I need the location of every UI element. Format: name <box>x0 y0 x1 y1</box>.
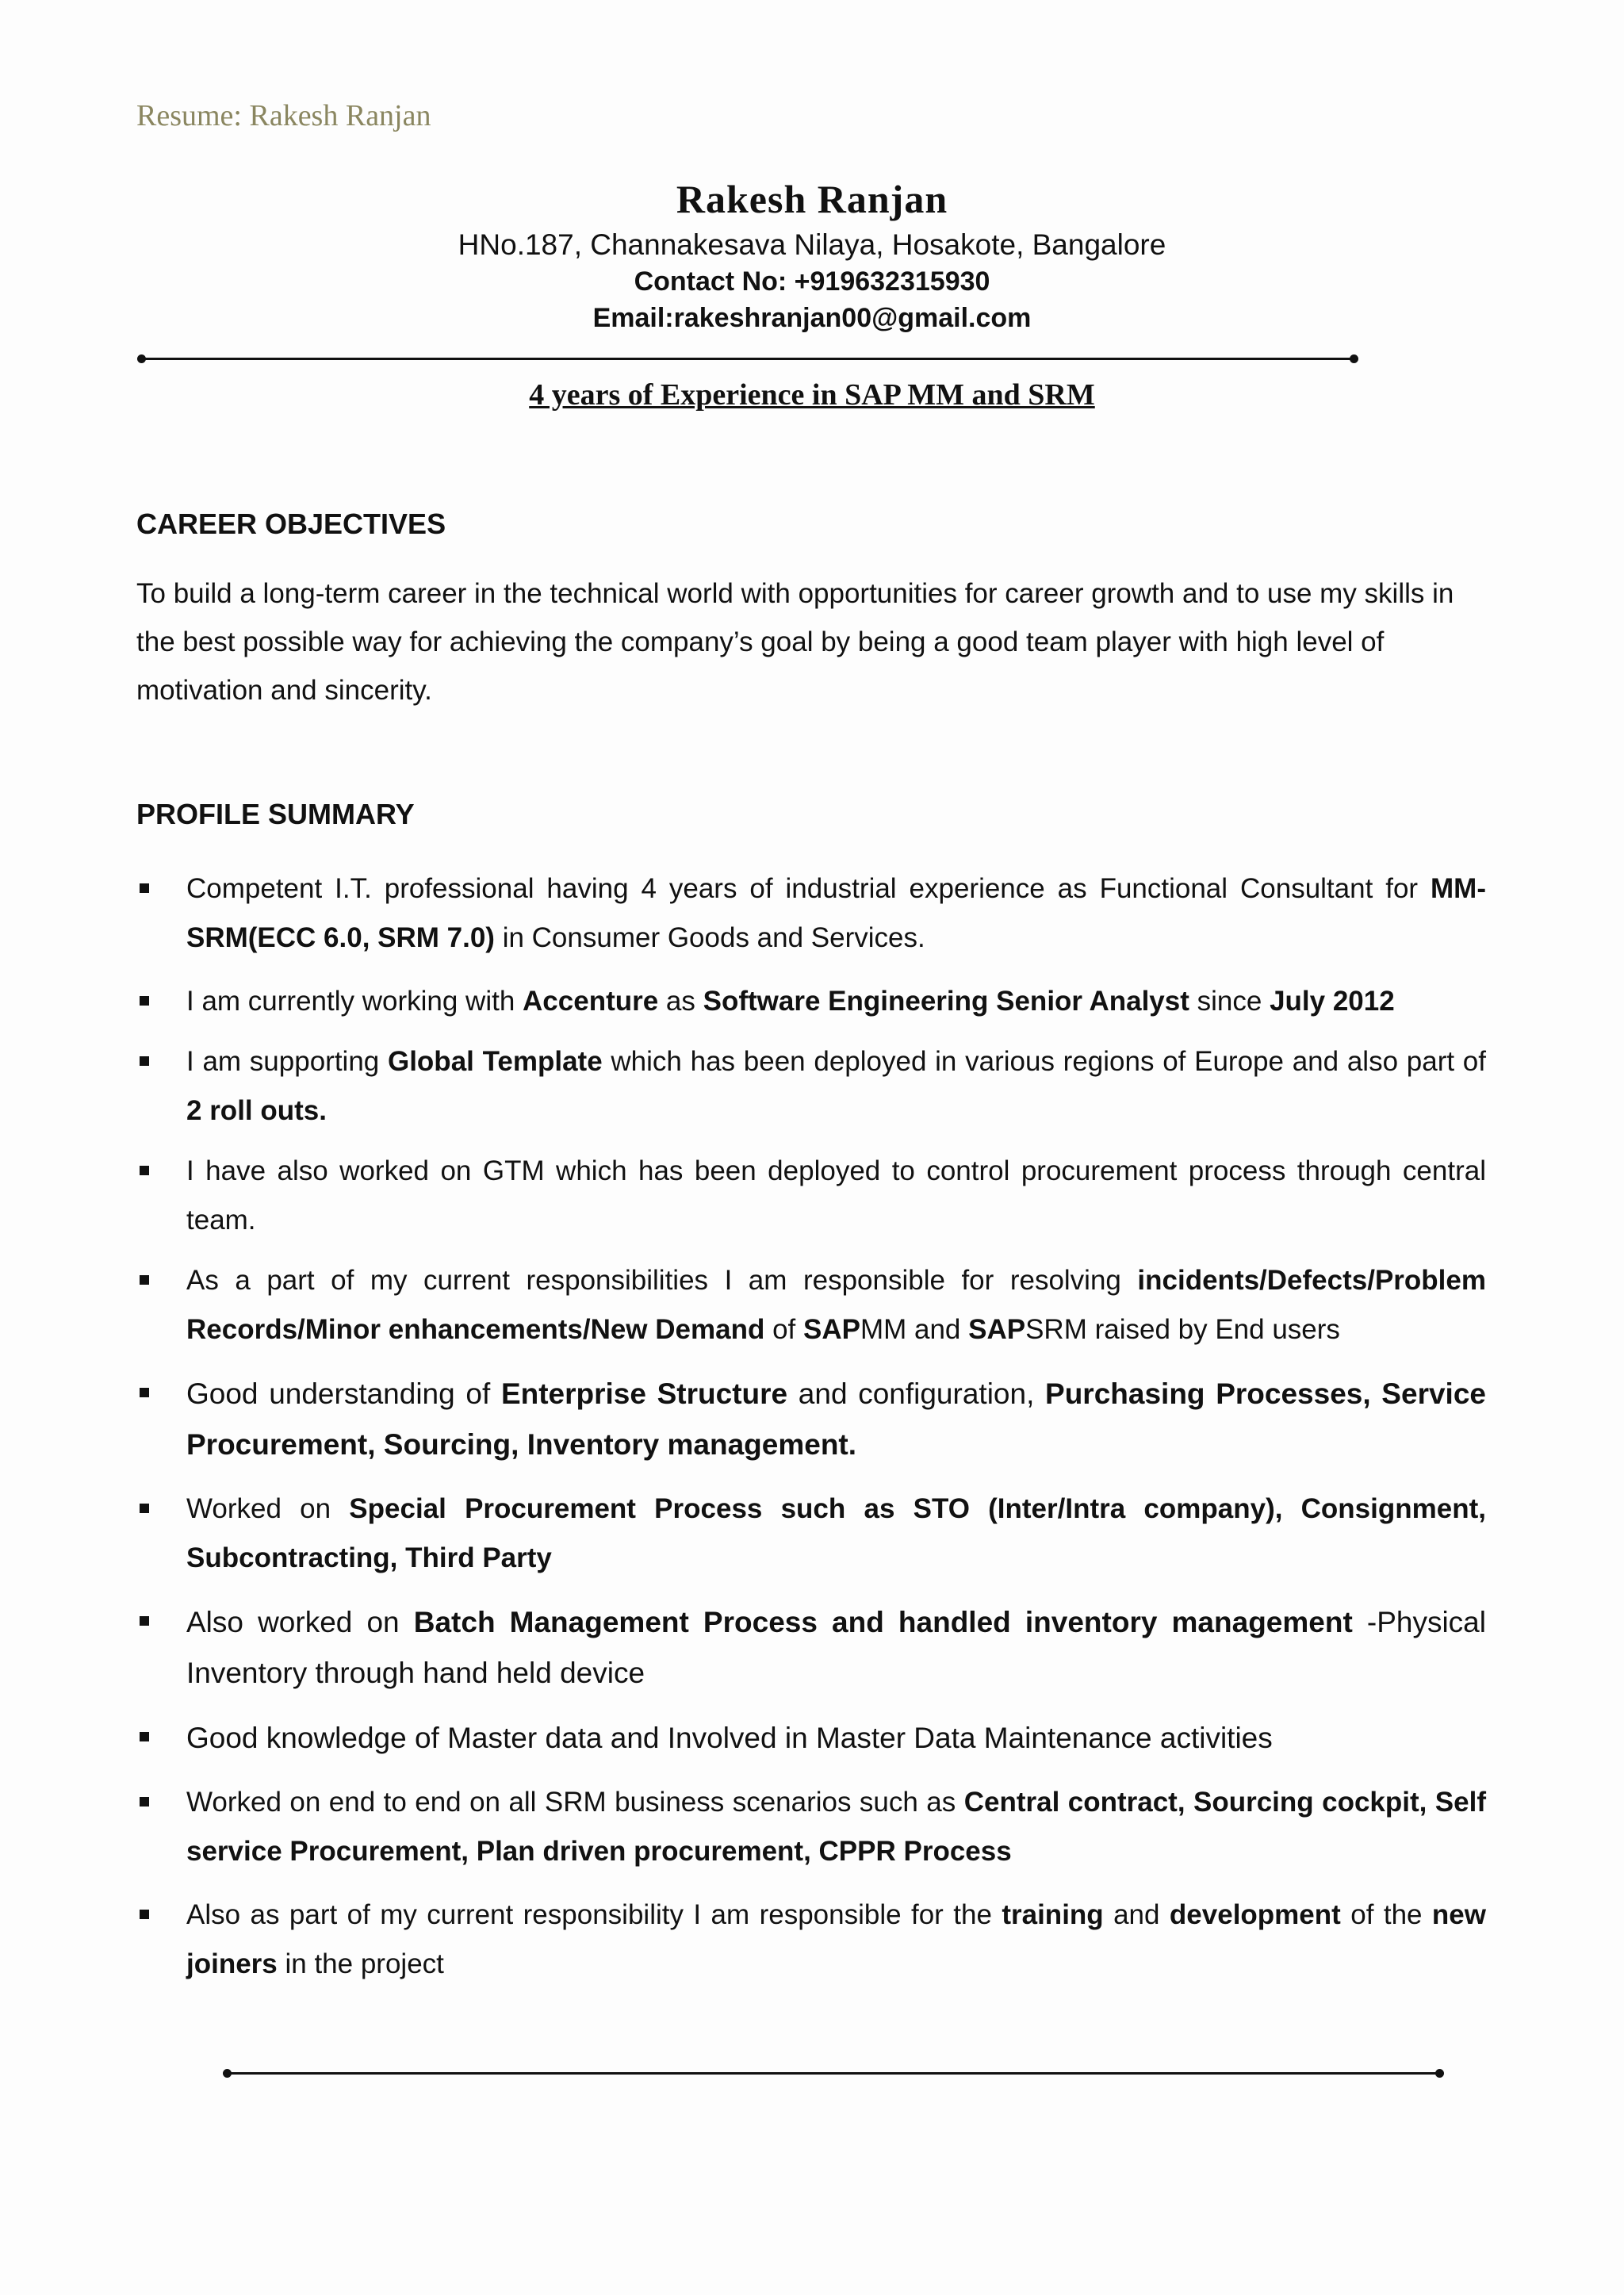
candidate-contact: Contact No: +919632315930 <box>634 266 990 297</box>
summary-item-text: I am currently working with <box>186 986 523 1017</box>
candidate-name: Rakesh Ranjan <box>676 177 948 221</box>
summary-item-text: Good understanding of <box>186 1377 501 1410</box>
summary-item <box>136 864 1486 963</box>
summary-item <box>136 1778 1486 1876</box>
summary-item-text: Good knowledge of Master data and Involved in Master Data Maintenance activities <box>186 1722 1273 1754</box>
summary-item-text: Special Procurement Process such as STO (Inter/Intra company), Consignment, Subcontracting, Third Party <box>186 1493 1486 1573</box>
summary-item <box>136 1713 1486 1764</box>
profile-summary-list <box>136 864 1486 2003</box>
summary-item-text: 2 roll outs. <box>186 1095 327 1126</box>
candidate-address: HNo.187, Channakesava Nilaya, Hosakote, Bangalore <box>458 228 1166 261</box>
square-bullet-icon <box>140 1732 149 1741</box>
summary-item-text: in Consumer Goods and Services. <box>494 922 925 953</box>
summary-item-text: development <box>1169 1899 1341 1930</box>
summary-item-text: MM and <box>860 1314 969 1345</box>
header-divider <box>141 358 1354 360</box>
summary-item <box>136 1256 1486 1354</box>
running-header: Resume: Rakesh Ranjan <box>136 99 431 132</box>
summary-item <box>136 1485 1486 1583</box>
candidate-email: Email:rakeshranjan00@gmail.com <box>592 303 1032 333</box>
summary-item-text: of the <box>1340 1899 1432 1930</box>
summary-item-text: SAP <box>802 1314 860 1345</box>
summary-item <box>136 1147 1486 1245</box>
summary-item-text: Competent I.T. professional having 4 years of industrial experience as Functional Consultant for <box>186 873 1431 904</box>
square-bullet-icon <box>140 1056 149 1066</box>
summary-item <box>136 977 1486 1026</box>
summary-item-text: and <box>1103 1899 1170 1930</box>
square-bullet-icon <box>140 1616 149 1626</box>
summary-item-text: Central contract, Sourcing cockpit, Self service Procurement, Plan driven procurement, CPPR Process <box>186 1787 1486 1867</box>
summary-item-text: Batch Management Process and handled inventory management <box>413 1606 1353 1638</box>
summary-item-text: MM-SRM(ECC 6.0, SRM 7.0) <box>186 873 1486 953</box>
summary-item <box>136 1597 1486 1699</box>
square-bullet-icon <box>140 1166 149 1175</box>
experience-headline: 4 years of Experience in SAP MM and SRM <box>529 378 1095 412</box>
summary-item-text: SAP <box>968 1314 1026 1345</box>
summary-item-text: I am supporting <box>186 1046 388 1077</box>
footer-divider <box>227 2072 1440 2075</box>
summary-item-text: Also worked on <box>186 1606 414 1638</box>
summary-item-text: training <box>1002 1899 1104 1930</box>
summary-item-text: Worked on end to end on all SRM business scenarios such as <box>186 1787 964 1818</box>
summary-item-text: Purchasing Processes, Service Procurement, Sourcing, Inventory management. <box>186 1377 1486 1461</box>
profile-summary-heading: PROFILE SUMMARY <box>136 798 415 830</box>
summary-item-text: I have also worked on GTM which has been deployed to control procurement process through central team. <box>186 1155 1486 1236</box>
square-bullet-icon <box>140 1388 149 1397</box>
square-bullet-icon <box>140 1797 149 1806</box>
summary-item-text: Software Engineering Senior Analyst <box>703 986 1189 1017</box>
career-objectives-heading: CAREER OBJECTIVES <box>136 508 446 540</box>
summary-item-text: -Physical Inventory through hand held device <box>186 1606 1486 1689</box>
summary-item-text: Accenture <box>523 986 659 1017</box>
summary-item <box>136 1037 1486 1136</box>
square-bullet-icon <box>140 1275 149 1285</box>
summary-item-text: in the project <box>277 1948 444 1979</box>
summary-item-text: as <box>658 986 703 1017</box>
summary-item-text: since <box>1189 986 1270 1017</box>
summary-item-text: Global Template <box>387 1046 603 1077</box>
summary-item-text: Also as part of my current responsibility I am responsible for the <box>186 1899 1002 1930</box>
square-bullet-icon <box>140 1910 149 1919</box>
summary-item-text: which has been deployed in various regions of Europe and also part of <box>602 1046 1486 1077</box>
career-objectives-text: To build a long-term career in the technical world with opportunities for career growth and to use my skills in the best possible way for achieving the company’s goal by being a good team player with high level of motivation and sincerity. <box>136 578 1454 706</box>
summary-item-text: of <box>764 1314 803 1345</box>
square-bullet-icon <box>140 996 149 1006</box>
summary-item-text: new joiners <box>186 1899 1486 1979</box>
summary-item-text: and configuration, <box>787 1377 1046 1410</box>
square-bullet-icon <box>140 1504 149 1513</box>
summary-item <box>136 1891 1486 1989</box>
summary-item-text: SRM raised by End users <box>1025 1314 1340 1345</box>
summary-item <box>136 1369 1486 1470</box>
summary-item-text: Worked on <box>186 1493 350 1524</box>
square-bullet-icon <box>140 883 149 893</box>
summary-item-text: As a part of my current responsibilities I am responsible for resolving <box>186 1265 1138 1296</box>
summary-item-text: Enterprise Structure <box>500 1377 788 1410</box>
summary-item-text: July 2012 <box>1270 986 1395 1017</box>
summary-item-text: incidents/Defects/Problem Records/Minor enhancements/New Demand <box>186 1265 1486 1345</box>
